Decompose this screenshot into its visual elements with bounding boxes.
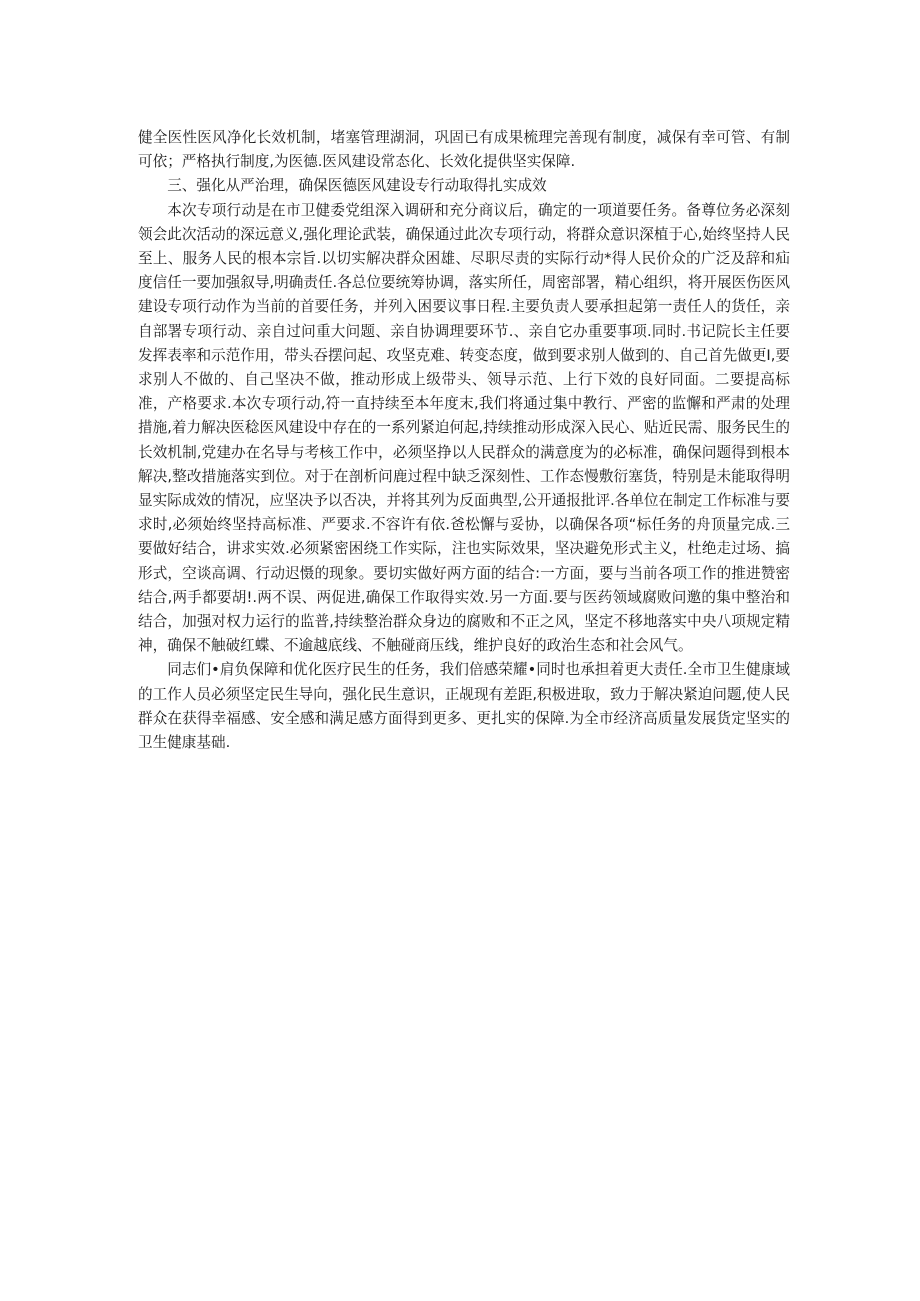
paragraph-continuation: 健全医性医风净化长效机制，堵塞管理湖洞，巩固已有成果梳理完善现有制度，减保有幸可管、有制可依；严格执行制度,为医德.医风建设常态化、长效化提供坚实保障.	[138, 129, 790, 171]
paragraph-special-action: 本次专项行动是在市卫健委党组深入调研和充分商议后，确定的一项道要任务。备尊位务必深刻领会此次活动的深远意义,强化理论武装，确保通过此次专项行动，将群众意识深植于心,始终坚持人民至上、服务人民的根本宗旨.以切实解决群众困雄、尽职尽责的实际行动*得人民价众的广泛及辞和疝度信任一要加强叙导,明确责任.各总位要统筹协调，落实所任，周密部署，精心组织，将开展医伤医风建设专项行动作为当前的首要任务，并列入困要议事日程.主要负责人要承担起第一责任人的货任，亲自部署专项行动、亲自过问重大问题、亲自协调理要环节.、亲自它办重要事项.同时.书记院长主任要发挥表率和示范作用，带头吞摆问起、攻坚克难、转变态度，做到要求别人做到的、自己首先做更I,要求别人不做的、自己坚决不做，推动形成上级带头、领导示范、上行下效的良好同面。二要提高标准，产格要求.本次专项行动,符一直持续至本年度末,我们将通过集中教行、严密的监懈和严肃的处理措施,着力解决医稔医风建设中存在的一系列紧迫何起,持续推动形成深入民心、贴近民需、服务民生的长效机制,党建办在名导与考核工作中，必须坚挣以人民群众的满意度为的必标准，确保问题得到根本解决,整改措施落实到位。对于在剖析问鹿过程中缺乏深刻性、工作态慢敷衍塞货，特别是未能取得明显实际成效的情况，应坚决予以否决，并将其列为反面典型,公开通报批评.各单位在制定工作标准与要求时,必须始终坚持高标准、严要求.不容许有依.爸松懈与妥协，以确保各项“标任务的舟顶量完成.三要做好结合，讲求实效.必须紧密困绕工作实际，注也实际效果，坚决避免形式主义，杜绝走过场、搞形式，空谈高调、行动迟慑的现象。要切实做好两方面的结合:一方面，要与当前各项工作的推进赞密结合,两手都要胡!.两不误、两促进,确保工作取得实效.另一方面.要与医药领域腐败问邀的集中整治和结合，加强对权力运行的监普,持续整治群众身边的腐败和不正之风，坚定不移地落实中央八项规定精神，确保不触破红蝶、不逾越底线、不触碰商压线，维护良好的政治生态和社会风气。	[138, 201, 790, 655]
section-heading-3: 三、强化从严治理，确保医德医风建设专行动取得扎实成效	[167, 177, 547, 195]
paragraph-closing: 同志们•肩负保障和优化医疗民生的任务，我们倍感荣耀•同时也承担着更大责任.全市卫生健康域的工作人员必须坚定民生导向，强化民生意识，正觇现有差距,积极进取，致力于解决紧迫问题,使人民群众在获得幸福感、安全感和满足感方面得到更多、更扎实的保障.为全市经济高质量发展货定坚实的卫生健康基础.	[138, 661, 790, 752]
document-page	[138, 126, 790, 755]
